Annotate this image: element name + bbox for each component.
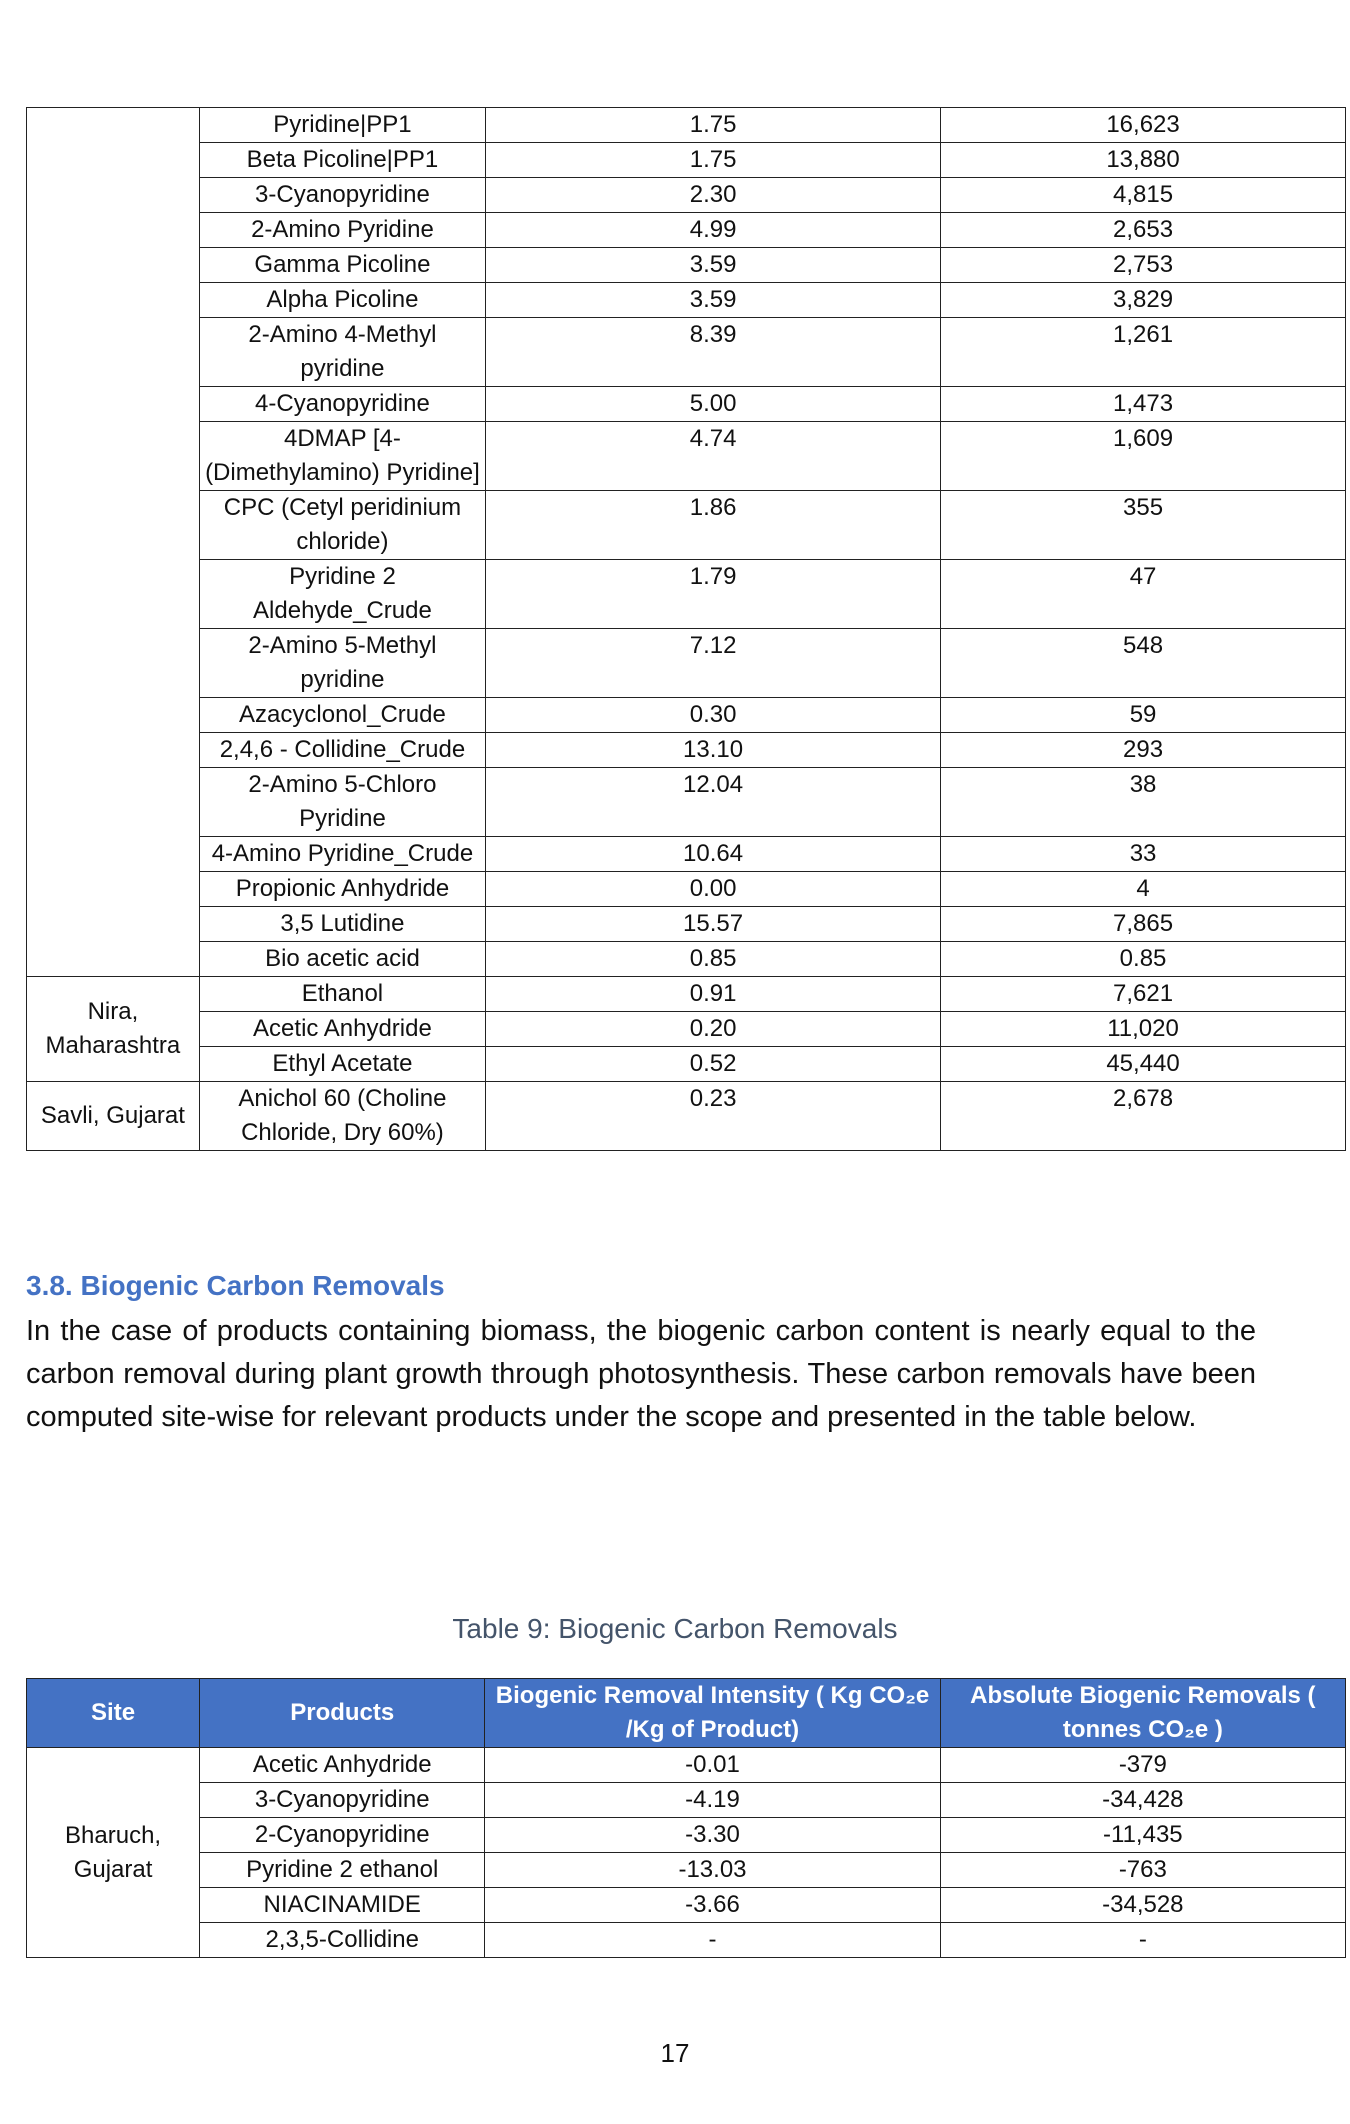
intensity-cell: 1.75 <box>486 143 941 178</box>
table-row <box>27 213 1346 248</box>
table-row <box>27 733 1346 768</box>
intensity-cell: 0.20 <box>486 1012 941 1047</box>
absolute-cell: -11,435 <box>940 1818 1345 1853</box>
absolute-cell: 3,829 <box>941 283 1346 318</box>
product-cell: Pyridine 2 Aldehyde_Crude <box>199 560 485 629</box>
table-header-row <box>27 1679 1346 1748</box>
table-row <box>27 977 1346 1012</box>
absolute-cell: 4 <box>941 872 1346 907</box>
table-row <box>27 907 1346 942</box>
table-row <box>27 872 1346 907</box>
absolute-cell: -34,428 <box>940 1783 1345 1818</box>
table-row <box>27 1888 1346 1923</box>
table-row <box>27 1748 1346 1783</box>
product-cell: Bio acetic acid <box>199 942 485 977</box>
table-row <box>27 283 1346 318</box>
product-cell: Pyridine|PP1 <box>199 108 485 143</box>
absolute-cell: 293 <box>941 733 1346 768</box>
absolute-cell: 38 <box>941 768 1346 837</box>
table-row <box>27 1082 1346 1151</box>
product-cell: Alpha Picoline <box>199 283 485 318</box>
table-row <box>27 1012 1346 1047</box>
absolute-cell: 1,609 <box>941 422 1346 491</box>
product-cell: Beta Picoline|PP1 <box>199 143 485 178</box>
table-row <box>27 143 1346 178</box>
absolute-cell: 7,865 <box>941 907 1346 942</box>
intensity-cell: 12.04 <box>486 768 941 837</box>
absolute-cell: 13,880 <box>941 143 1346 178</box>
emissions-table-continued <box>26 107 1346 1151</box>
intensity-cell: 3.59 <box>486 283 941 318</box>
intensity-cell: 7.12 <box>486 629 941 698</box>
table-row <box>27 1853 1346 1888</box>
intensity-cell: 0.23 <box>486 1082 941 1151</box>
intensity-cell: 3.59 <box>486 248 941 283</box>
header-products: Products <box>200 1679 485 1748</box>
intensity-cell: 0.00 <box>486 872 941 907</box>
product-cell: 2,4,6 - Collidine_Crude <box>199 733 485 768</box>
table-caption: Table 9: Biogenic Carbon Removals <box>452 1613 898 1644</box>
intensity-cell: 0.85 <box>486 942 941 977</box>
product-cell: Acetic Anhydride <box>200 1748 485 1783</box>
header-site: Site <box>27 1679 200 1748</box>
table-row <box>27 178 1346 213</box>
section-paragraph: In the case of products containing biomass, the biogenic carbon content is nearly equal to the carbon removal during plant growth through photosynthesis. These carbon removals have been computed site-wise for relevant products under the scope and presented in the table below. <box>26 1315 1256 1433</box>
absolute-cell: -763 <box>940 1853 1345 1888</box>
intensity-cell: 15.57 <box>486 907 941 942</box>
table-row <box>27 698 1346 733</box>
product-cell: Propionic Anhydride <box>199 872 485 907</box>
table-row <box>27 422 1346 491</box>
table-row <box>27 491 1346 560</box>
product-cell: 4DMAP [4-(Dimethylamino) Pyridine] <box>199 422 485 491</box>
absolute-cell: 0.85 <box>941 942 1346 977</box>
product-cell: 2-Amino Pyridine <box>199 213 485 248</box>
table-row <box>27 768 1346 837</box>
absolute-cell: 16,623 <box>941 108 1346 143</box>
header-absolute: Absolute Biogenic Removals ( tonnes CO₂e ) <box>940 1679 1345 1748</box>
absolute-cell: 33 <box>941 837 1346 872</box>
table-row <box>27 318 1346 387</box>
table-row <box>27 1047 1346 1082</box>
absolute-cell: 45,440 <box>941 1047 1346 1082</box>
absolute-cell: 11,020 <box>941 1012 1346 1047</box>
intensity-cell: - <box>485 1923 940 1958</box>
product-cell: Ethyl Acetate <box>199 1047 485 1082</box>
absolute-cell: 1,473 <box>941 387 1346 422</box>
intensity-cell: 0.52 <box>486 1047 941 1082</box>
table-row <box>27 1818 1346 1853</box>
intensity-cell: 0.30 <box>486 698 941 733</box>
product-cell: 4-Cyanopyridine <box>199 387 485 422</box>
product-cell: Acetic Anhydride <box>199 1012 485 1047</box>
intensity-cell: 1.86 <box>486 491 941 560</box>
intensity-cell: 4.99 <box>486 213 941 248</box>
intensity-cell: 8.39 <box>486 318 941 387</box>
absolute-cell: 4,815 <box>941 178 1346 213</box>
site-cell: Bharuch, Gujarat <box>27 1748 200 1958</box>
header-intensity: Biogenic Removal Intensity ( Kg CO₂e /Kg of Product) <box>485 1679 940 1748</box>
product-cell: CPC (Cetyl peridinium chloride) <box>199 491 485 560</box>
intensity-cell: 10.64 <box>486 837 941 872</box>
biogenic-removals-table <box>26 1678 1346 1958</box>
intensity-cell: 0.91 <box>486 977 941 1012</box>
product-cell: Azacyclonol_Crude <box>199 698 485 733</box>
absolute-cell: 2,653 <box>941 213 1346 248</box>
absolute-cell: 2,753 <box>941 248 1346 283</box>
intensity-cell: 5.00 <box>486 387 941 422</box>
absolute-cell: 7,621 <box>941 977 1346 1012</box>
product-cell: Anichol 60 (Choline Chloride, Dry 60%) <box>199 1082 485 1151</box>
product-cell: Ethanol <box>199 977 485 1012</box>
table-row <box>27 942 1346 977</box>
section-heading: 3.8. Biogenic Carbon Removals <box>26 1270 445 1301</box>
table-row <box>27 1923 1346 1958</box>
site-cell <box>27 108 200 977</box>
absolute-cell: 548 <box>941 629 1346 698</box>
absolute-cell: -34,528 <box>940 1888 1345 1923</box>
intensity-cell: -0.01 <box>485 1748 940 1783</box>
product-cell: Gamma Picoline <box>199 248 485 283</box>
table-row <box>27 560 1346 629</box>
site-cell: Nira, Maharashtra <box>27 977 200 1082</box>
product-cell: 2-Cyanopyridine <box>200 1818 485 1853</box>
table-row <box>27 837 1346 872</box>
absolute-cell: -379 <box>940 1748 1345 1783</box>
intensity-cell: 1.79 <box>486 560 941 629</box>
absolute-cell: - <box>940 1923 1345 1958</box>
intensity-cell: 13.10 <box>486 733 941 768</box>
page-number: 17 <box>660 2038 690 2068</box>
product-cell: 2-Amino 4-Methyl pyridine <box>199 318 485 387</box>
absolute-cell: 355 <box>941 491 1346 560</box>
product-cell: 2-Amino 5-Methyl pyridine <box>199 629 485 698</box>
intensity-cell: 2.30 <box>486 178 941 213</box>
product-cell: 3-Cyanopyridine <box>200 1783 485 1818</box>
intensity-cell: -4.19 <box>485 1783 940 1818</box>
absolute-cell: 1,261 <box>941 318 1346 387</box>
product-cell: 2-Amino 5-Chloro Pyridine <box>199 768 485 837</box>
table-row <box>27 108 1346 143</box>
absolute-cell: 59 <box>941 698 1346 733</box>
table-row <box>27 629 1346 698</box>
intensity-cell: 1.75 <box>486 108 941 143</box>
table-row <box>27 248 1346 283</box>
intensity-cell: -3.30 <box>485 1818 940 1853</box>
table-row <box>27 1783 1346 1818</box>
intensity-cell: -13.03 <box>485 1853 940 1888</box>
intensity-cell: 4.74 <box>486 422 941 491</box>
product-cell: Pyridine 2 ethanol <box>200 1853 485 1888</box>
site-cell: Savli, Gujarat <box>27 1082 200 1151</box>
product-cell: 3-Cyanopyridine <box>199 178 485 213</box>
intensity-cell: -3.66 <box>485 1888 940 1923</box>
absolute-cell: 47 <box>941 560 1346 629</box>
product-cell: 2,3,5-Collidine <box>200 1923 485 1958</box>
product-cell: NIACINAMIDE <box>200 1888 485 1923</box>
absolute-cell: 2,678 <box>941 1082 1346 1151</box>
product-cell: 3,5 Lutidine <box>199 907 485 942</box>
table-row <box>27 387 1346 422</box>
product-cell: 4-Amino Pyridine_Crude <box>199 837 485 872</box>
